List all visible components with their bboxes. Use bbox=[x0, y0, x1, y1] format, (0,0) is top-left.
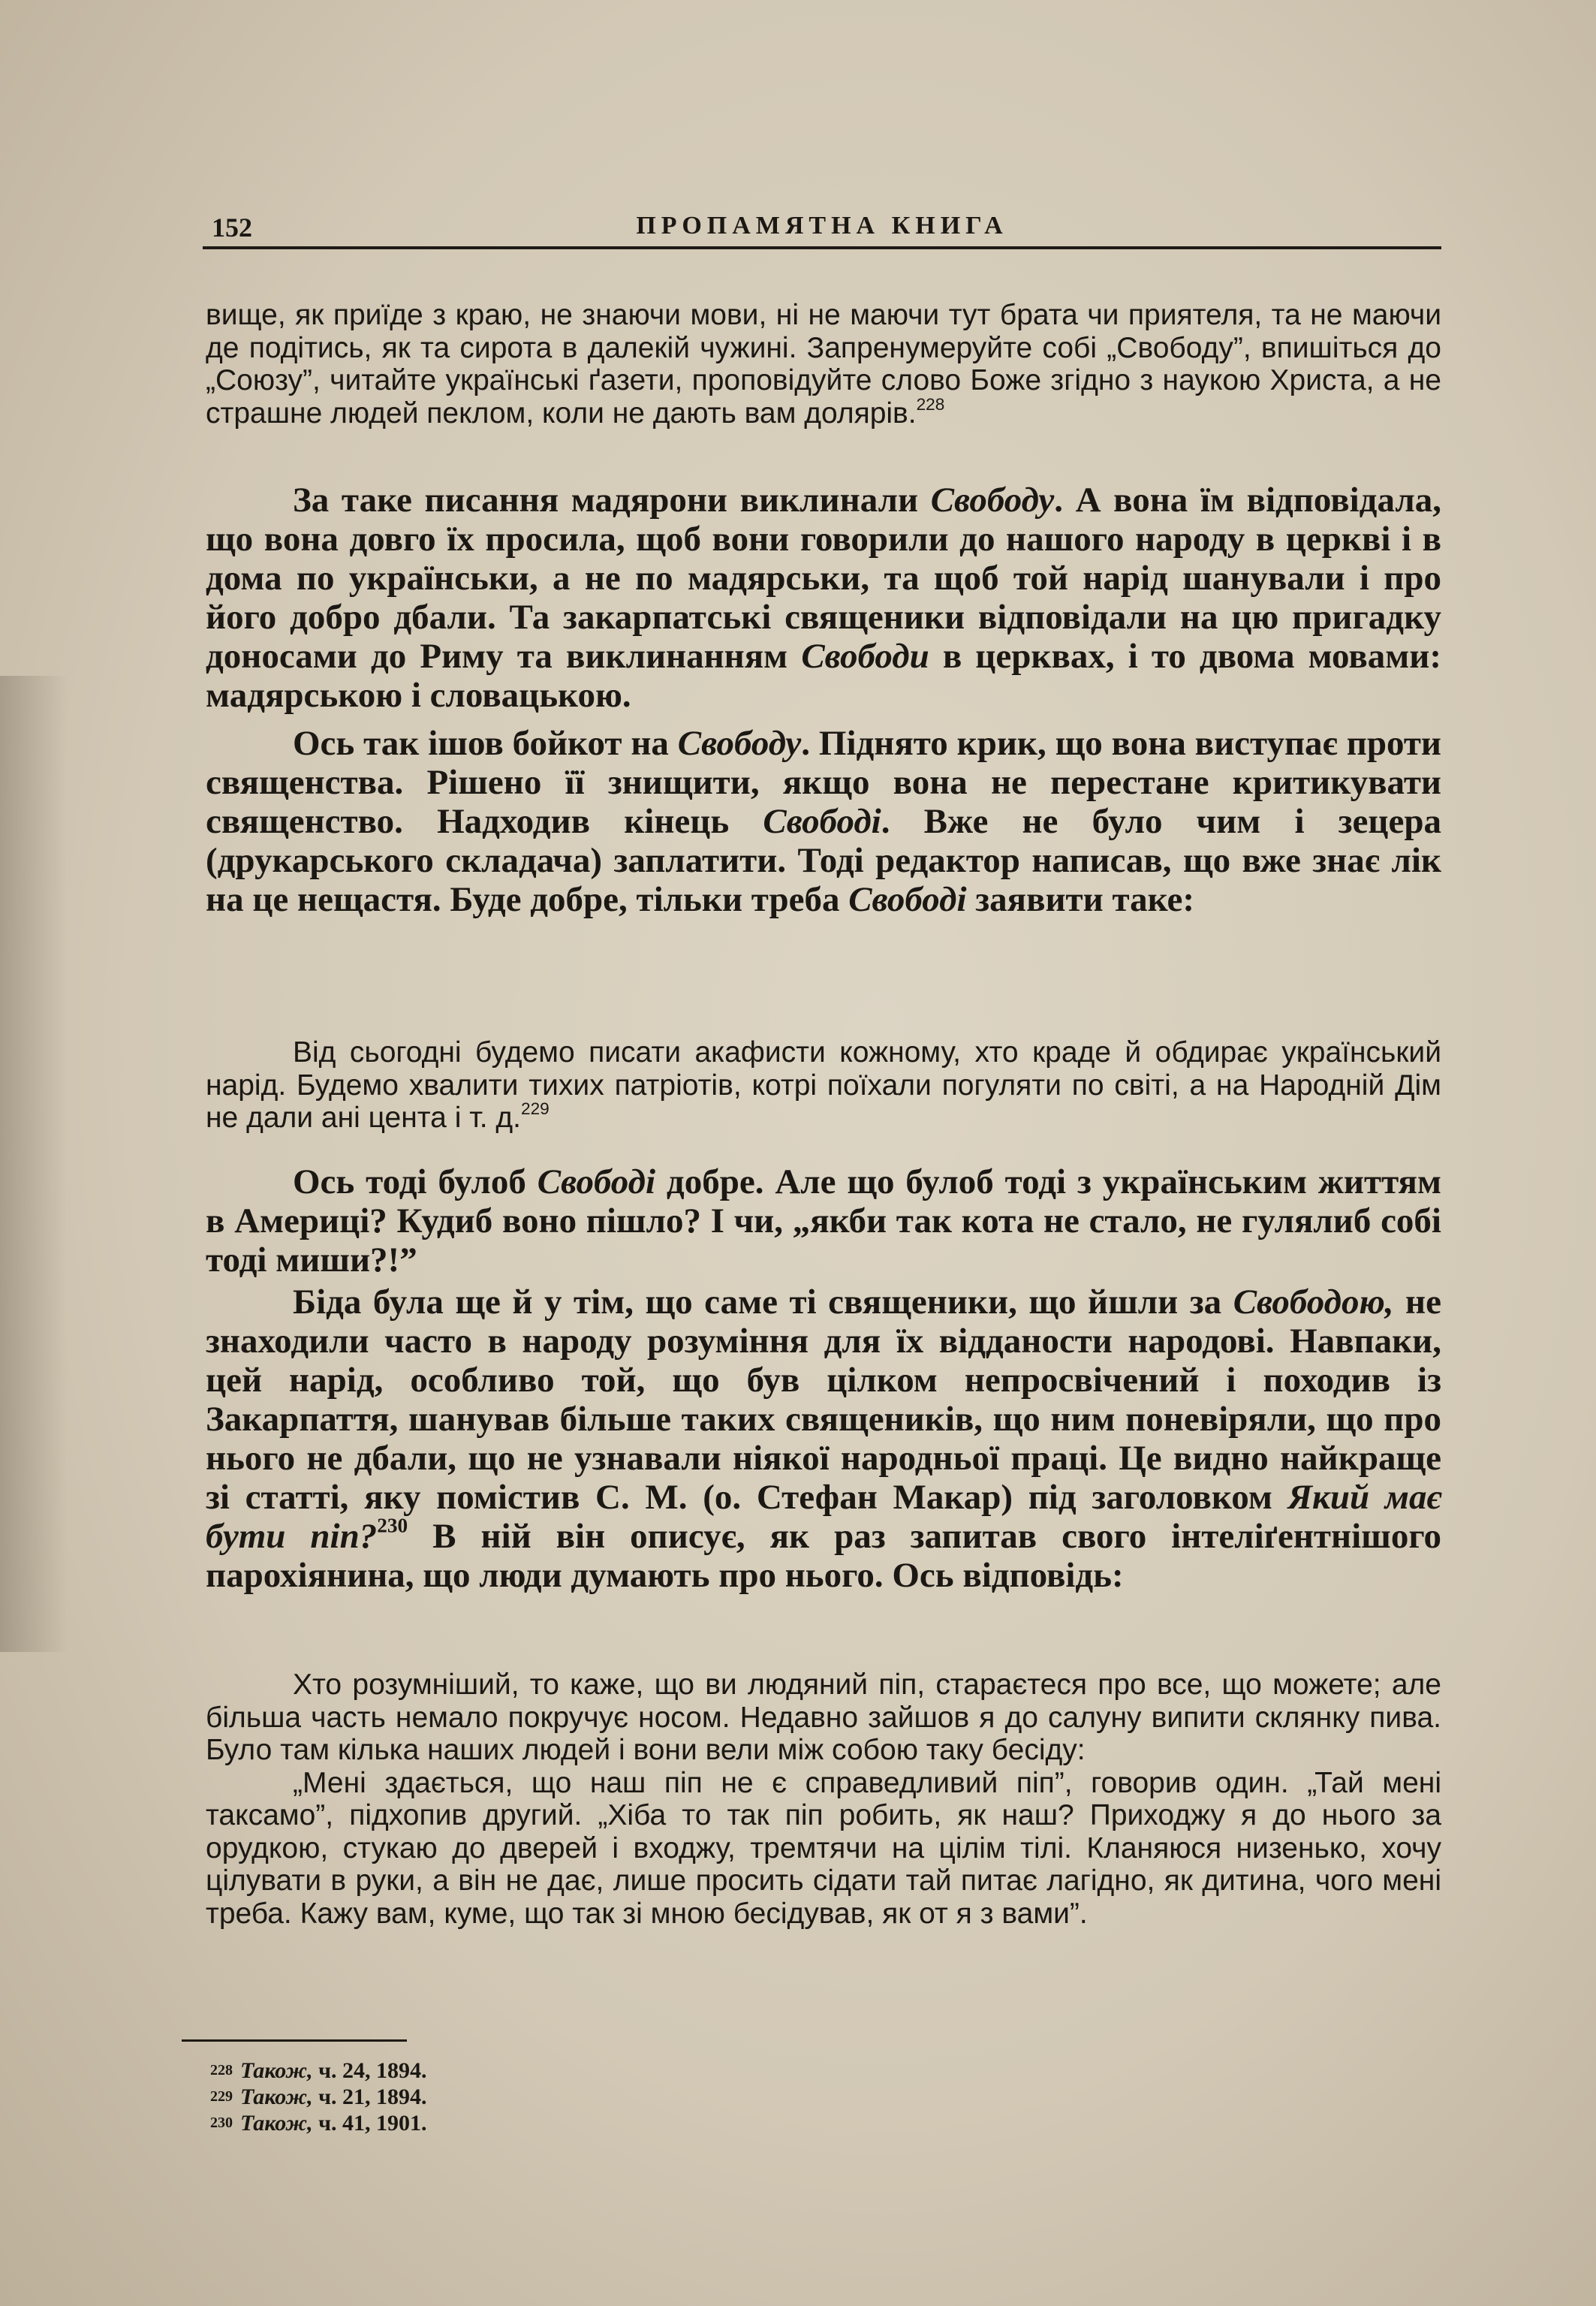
page-shadow bbox=[0, 676, 68, 1652]
footnote-ref: 228 bbox=[916, 394, 945, 414]
footnote-divider bbox=[182, 2039, 407, 2042]
running-header bbox=[203, 209, 1441, 249]
quote-paragraph: Від сьогодні будемо писати акафисти кожному, хто краде й обдирає український нарід. Будемо хвалити тихих патріотів, котрі поїхали погуляти по світі, а на Народній Дім не дали ані цента і т. д.$^{229}$ bbox=[206, 1036, 1441, 1134]
paragraph: Біда була ще й у тім, що саме ті священики, що йшли за Свободою, не знаходили часто в народу розуміння для їх відданости народові. Навпаки, цей нарід, особливо той, що був цілком непросвічений і походив із Закарпаття, шанував більше таких священиків, що ним поневіряли, що про нього не дбали, що не узнавали ніякої народньої праці. Це видно найкраще зі статті, яку помістив С. М. (о. Стефан Макар) під заголовком Який має бути піп?$^{230}$ В ній він описує, як раз запитав свого інтеліґентнішого парохіянина, що люди думають про нього. Ось відповідь: bbox=[206, 1283, 1442, 1595]
running-title: ПРОПАМЯТНА КНИГА bbox=[636, 212, 1008, 240]
footnote: 228 Також, ч. 24, 1894. bbox=[210, 2058, 427, 2083]
footnote: 229 Також, ч. 21, 1894. bbox=[210, 2084, 427, 2109]
footnote-ref: 229 bbox=[521, 1099, 550, 1119]
footnote: 230 Також, ч. 41, 1901. bbox=[210, 2111, 427, 2136]
quote-paragraph: вище, як приїде з краю, не знаючи мови, ні не маючи тут брата чи приятеля, та не маючи де подітись, як та сирота в далекій чужині. Запренумеруйте собі „Свободу”, впишіться до „Союзу”, читайте українські ґазети, проповідуйте слово Боже згідно з наукою Христа, а не страшне людей пеклом, коли не дають вам долярів.$^{228}$ bbox=[206, 299, 1441, 430]
paragraph: Ось тоді булоб Свободі добре. Але що булоб тоді з українським життям в Америці? Кудиб воно пішло? І чи, „якби так кота не стало, не гулялиб собі тоді миши?!” bbox=[206, 1162, 1441, 1280]
paragraph: Ось так ішов бойкот на Свободу. Піднято крик, що вона виступає проти священства. Рішено її знищити, якщо вона не перестане критикувати священство. Надходив кінець Свободі. Вже не було чим і зецера (друкарського складача) заплатити. Тоді редактор написав, що вже знає лік на це нещастя. Буде добре, тільки треба Свободі заявити таке: bbox=[206, 724, 1442, 919]
quote-block-3 bbox=[206, 1668, 1441, 1930]
paragraph: За таке писання мадярони виклинали Свободу. А вона їм відповідала, що вона довго їх просила, щоб вони говорили до нашого народу в церкві і в дома по українськи, а не по мадярськи, та щоб той нарід шанували і про його добро дбали. Та закарпатські священики відповідали на цю пригадку доносами до Риму та виклинанням Свободи в церквах, і то двома мовами: мадярською і словацькою. bbox=[206, 481, 1442, 715]
body-section-1 bbox=[206, 481, 1441, 919]
page-number: 152 bbox=[212, 213, 252, 243]
quote-paragraph: Хто розумніший, то каже, що ви людяний піп, стараєтеся про все, що можете; але більша часть немало покручує носом. Недавно зайшов я до салуну випити склянку пива. Було там кілька наших людей і вони вели між собою таку бесіду: bbox=[206, 1668, 1441, 1766]
quote-block-2 bbox=[206, 1036, 1441, 1135]
quote-paragraph: „Мені здається, що наш піп не є справедливий піп”, говорив один. „Тай мені таксамо”, підхопив другий. „Хіба то так піп робить, як наш? Приходжу я до нього за орудкою, стукаю до дверей і входжу, тремтячи на цілім тілі. Кланяюся низенько, хочу цілувати в руки, а він не дає, лише просить сідати тай питає лагідно, як дитина, чого мені треба. Кажу вам, куме, що так зі мною бесідував, як от я з вами”. bbox=[206, 1766, 1441, 1930]
footnote-ref: 230 bbox=[377, 1514, 408, 1537]
footnotes bbox=[210, 2057, 886, 2136]
quote-block-1 bbox=[206, 299, 1441, 430]
body-section-2 bbox=[206, 1162, 1441, 1595]
